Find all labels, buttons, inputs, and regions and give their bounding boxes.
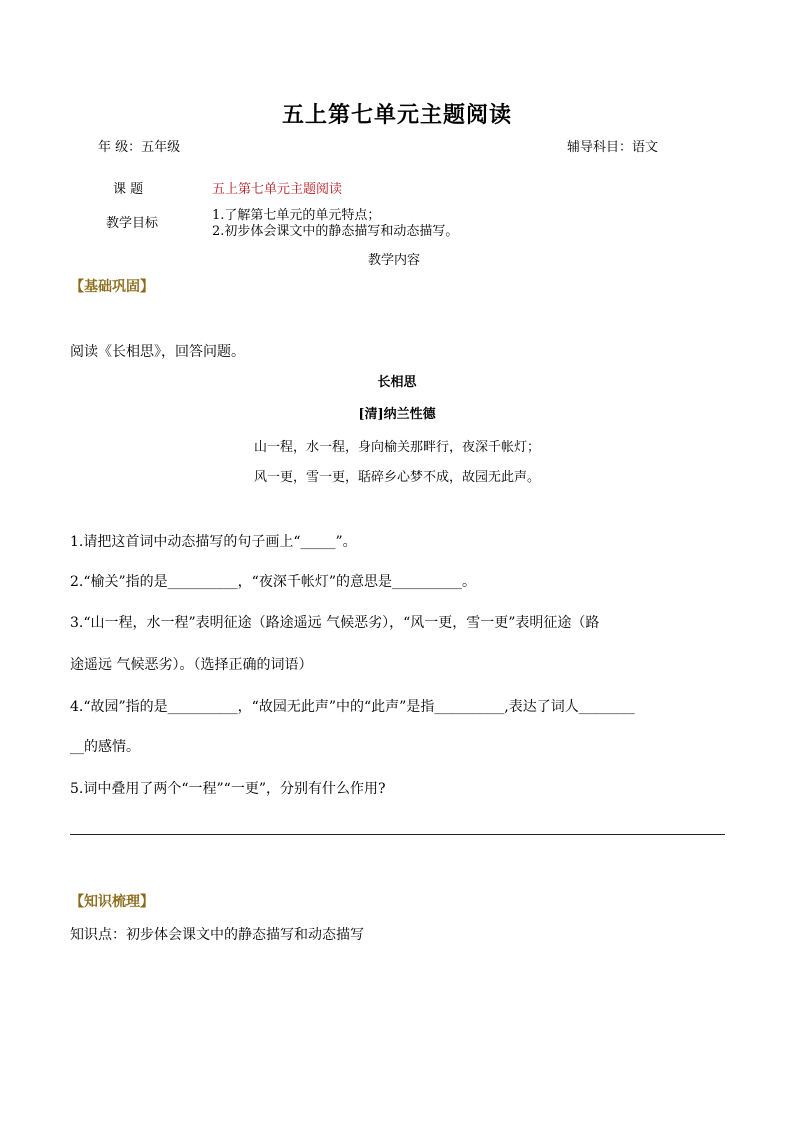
question-4-line-2: __的感情。 xyxy=(70,739,140,755)
knowledge-point: 知识点：初步体会课文中的静态描写和动态描写 xyxy=(70,927,364,943)
question-1: 1.请把这首词中动态描写的句子画上“_____”。 xyxy=(70,534,357,550)
question-3-line-2: 途遥远 气候恶劣）。（选择正确的词语） xyxy=(70,657,313,673)
poem-title: 长相思 xyxy=(377,375,417,390)
reading-instruction: 阅读《长相思》，回答问题。 xyxy=(70,344,245,360)
poem-line-1: 山一程，水一程，身向榆关那畔行，夜深千帐灯； xyxy=(253,440,540,455)
goal-item-2: 2.初步体会课文中的静态描写和动态描写。 xyxy=(212,224,459,239)
question-2: 2.“榆关”指的是__________，“夜深千帐灯”的意思是__________。 xyxy=(70,574,476,590)
poem-author: [清]纳兰性德 xyxy=(358,407,436,422)
subject-field: 辅导科目：语文 xyxy=(567,140,659,155)
page-title: 五上第七单元主题阅读 xyxy=(281,102,512,128)
goals-label: 教学目标 xyxy=(106,216,159,231)
grade-field: 年 级：五年级 xyxy=(98,140,181,155)
topic-value: 五上第七单元主题阅读 xyxy=(212,182,343,197)
poem-line-2: 风一更，雪一更，聒碎乡心梦不成，故园无此声。 xyxy=(253,470,540,485)
answer-line xyxy=(70,834,725,835)
content-label: 教学内容 xyxy=(368,253,421,268)
goal-item-1: 1.了解第七单元的单元特点； xyxy=(212,208,381,223)
question-4-line-1: 4.“故园”指的是__________，“故园无此声”中的“此声”是指__________,表达了词人________ xyxy=(70,699,635,715)
section-heading-knowledge: 【知识梳理】 xyxy=(70,894,154,910)
question-3-line-1: 3.“山一程，水一程”表明征途（路途遥远 气候恶劣），“风一更，雪一更”表明征途（路 xyxy=(70,615,600,631)
section-heading-basics: 【基础巩固】 xyxy=(70,279,154,295)
question-5: 5.词中叠用了两个“一程”“一更”，分别有什么作用? xyxy=(70,781,386,797)
topic-label: 课 题 xyxy=(113,182,144,197)
